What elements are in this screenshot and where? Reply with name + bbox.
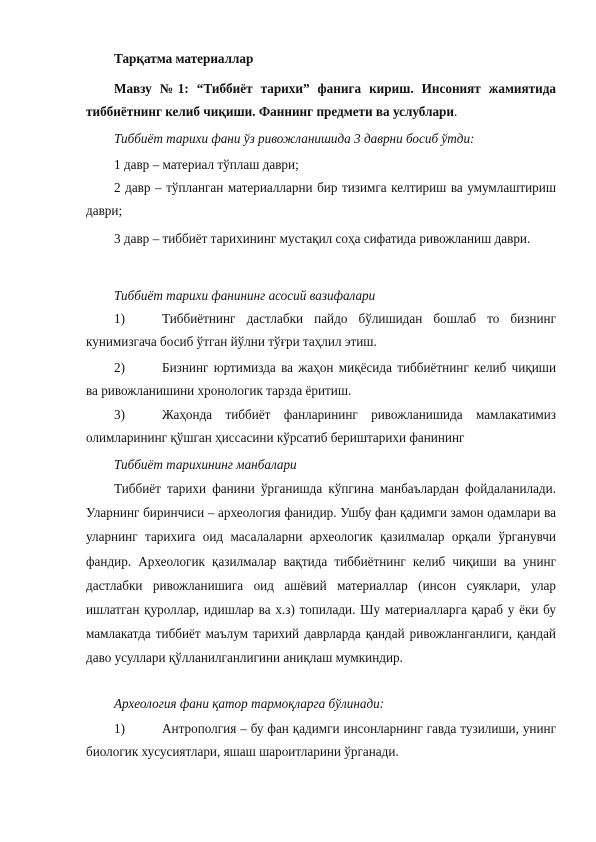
task-item-1: [86, 307, 556, 353]
sources-paragraph: Тиббиёт тарихи фанини ўрганишда кўпгина манбаълардан фойдаланилади. Уларнинг биринчиси – археология фанидир. Ушбу фан қадимги замон одамлари ва уларнинг тарихига оид масалаларни археологик қазилмалар орқали ўрганувчи фандир. Археологик қазилмалар вақтида тиббиётнинг келиб чиқиши ва унинг дастлабки ривожланишига оид ашёвий материаллар (инсон суяклари, улар ишлатган қуроллар, идишлар ва х.з) топилади. Шу материалларга қараб у ёки бу мамлакатда тиббиёт маълум тарихий даврларда қандай ривожланганлиги, қандай даво усуллари қўлланилганлигини аниқлаш мумкиндир.: [86, 481, 556, 666]
handout-title: Тарқатма материаллар: [114, 51, 254, 66]
task-text: Бизнинг юртимизда ва жаҳон миқёсида тиббиётнинг келиб чиқиши ва ривожланишини хронологик тарзда ёритиш.: [86, 360, 556, 398]
task-number: 1): [114, 311, 125, 326]
sources-heading: Тиббиёт тарихининг манбалари: [114, 457, 297, 472]
task-number: 3): [114, 407, 125, 422]
archaeology-text: Антрополгия – бу фан қадимги инсонларнинг гавда тузилиши, унинг биологик хусусиятлари, яшаш шароитларини ўрганади.: [86, 721, 556, 759]
task-text: Жаҳонда тиббиёт фанларининг ривожланишида мамлакатимиз олимларининг қўшган ҳиссасини кўрсатиб бериштарихи фанининг: [86, 407, 556, 445]
stages-intro: Тиббиёт тарихи фани ўз ривожланишида 3 даврни босиб ўтди:: [114, 131, 475, 146]
stage-3: 3 давр – тиббиёт тарихининг мустақил соҳа сифатида ривожланиш даври.: [114, 231, 531, 246]
tasks-heading: Тиббиёт тарихи фанининг асосий вазифалари: [114, 288, 376, 303]
topic-heading-text: Мавзу №1: “Тиббиёт тарихи” фанига кириш. Инсоният жамиятида тиббиётнинг келиб чиқиши. Фаннинг предмети ва услублари: [86, 81, 556, 119]
task-item-3: [86, 403, 556, 449]
task-item-2: [86, 356, 556, 402]
archaeology-number: 1): [114, 721, 125, 736]
task-text: Тиббиётнинг дастлабки пайдо бўлишидан бошлаб то бизнинг кунимизгача босиб ўтган йўлни тўғри таҳлил этиш.: [86, 311, 556, 349]
stage-1: 1 давр – материал тўплаш даври;: [114, 157, 299, 172]
topic-heading: [86, 77, 556, 123]
task-number: 2): [114, 360, 125, 375]
archaeology-item-1: [86, 717, 556, 763]
stage-2: 2 давр – тўпланган материалларни бир тизимга келтириш ва умумлаштириш даври;: [86, 180, 556, 218]
archaeology-heading: Археология фани қатор тармоқларга бўлинади:: [114, 696, 385, 711]
topic-heading-end: .: [454, 104, 458, 119]
